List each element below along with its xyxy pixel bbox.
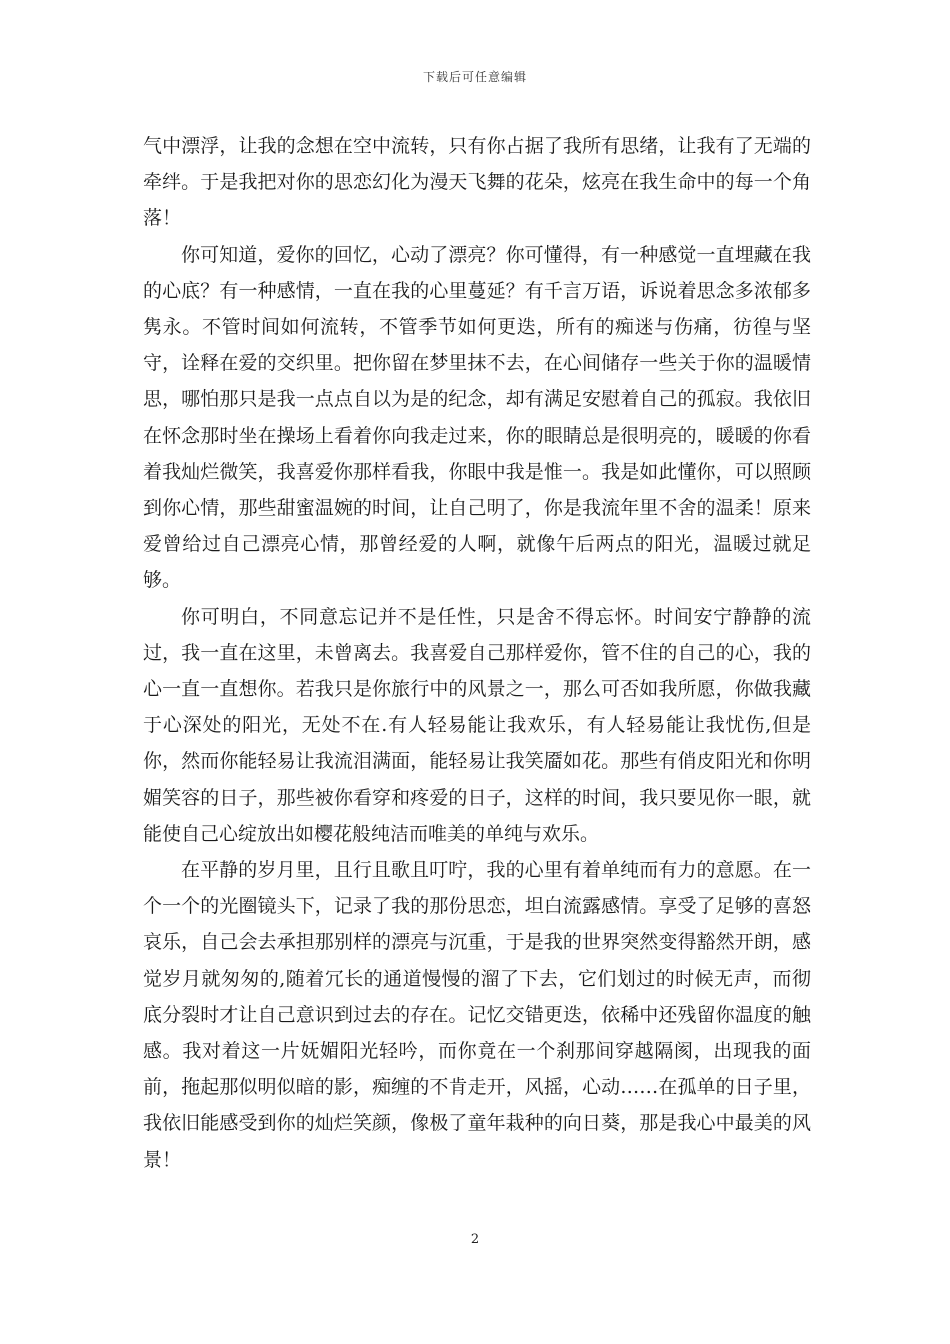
page-number: 2	[470, 1232, 480, 1247]
document-body	[143, 128, 811, 1178]
paragraph-1: 气中漂浮，让我的念想在空中流转，只有你占据了我所有思绪，让我有了无端的牵绊。于是我把对你的思恋幻化为漫天飞舞的花朵，炫亮在我生命中的每一个角落！	[143, 135, 811, 230]
paragraph-2: 你可知道，爱你的回忆，心动了漂亮？你可懂得，有一种感觉一直埋藏在我的心底？有一种感情，一直在我的心里蔓延？有千言万语，诉说着思念多浓郁多隽永。不管时间如何流转，不管季节如何更迭，所有的痴迷与伤痛，彷徨与坚守，诠释在爱的交织里。把你留在梦里抹不去，在心间储存一些关于你的温暖情思，哪怕那只是我一点点自以为是的纪念，却有满足安慰着自己的孤寂。我依旧在怀念那时坐在操场上看着你向我走过来，你的眼睛总是很明亮的，暖暖的你看着我灿烂微笑，我喜爱你那样看我，你眼中我是惟一。我是如此懂你，可以照顾到你心情，那些甜蜜温婉的时间，让自己明了，你是我流年里不舍的温柔！原来爱曾给过自己漂亮心情，那曾经爱的人啊，就像午后两点的阳光，温暖过就足够。	[143, 243, 811, 592]
paragraph-4: 在平静的岁月里，且行且歌且叮咛，我的心里有着单纯而有力的意愿。在一个一个的光圈镜头下，记录了我的那份思恋，坦白流露感情。享受了足够的喜怒哀乐，自己会去承担那别样的漂亮与沉重，于是我的世界突然变得豁然开朗，感觉岁月就匆匆的,随着冗长的通道慢慢的溜了下去，它们划过的时候无声，而彻底分裂时才让自己意识到过去的存在。记忆交错更迭，依稀中还残留你温度的触感。我对着这一片妩媚阳光轻吟，而你竟在一个刹那间穿越隔阂，出现我的面前，拖起那似明似暗的影，痴缠的不肯走开，风摇，心动……在孤单的日子里，我依旧能感受到你的灿烂笑颜，像极了童年栽种的向日葵，那是我心中最美的风景！	[143, 859, 811, 1171]
page-header: 下载后可任意编辑	[422, 70, 527, 84]
paragraph-3: 你可明白，不同意忘记并不是任性，只是舍不得忘怀。时间安宁静静的流过，我一直在这里，未曾离去。我喜爱自己那样爱你，管不住的自己的心，我的心一直一直想你。若我只是你旅行中的风景之一，那么可否如我所愿，你做我藏于心深处的阳光，无处不在.有人轻易能让我欢乐，有人轻易能让我忧伤,但是你，然而你能轻易让我流泪满面，能轻易让我笑靥如花。那些有俏皮阳光和你明媚笑容的日子，那些被你看穿和疼爱的日子，这样的时间，我只要见你一眼，就能使自己心绽放出如樱花般纯洁而唯美的单纯与欢乐。	[143, 605, 811, 845]
